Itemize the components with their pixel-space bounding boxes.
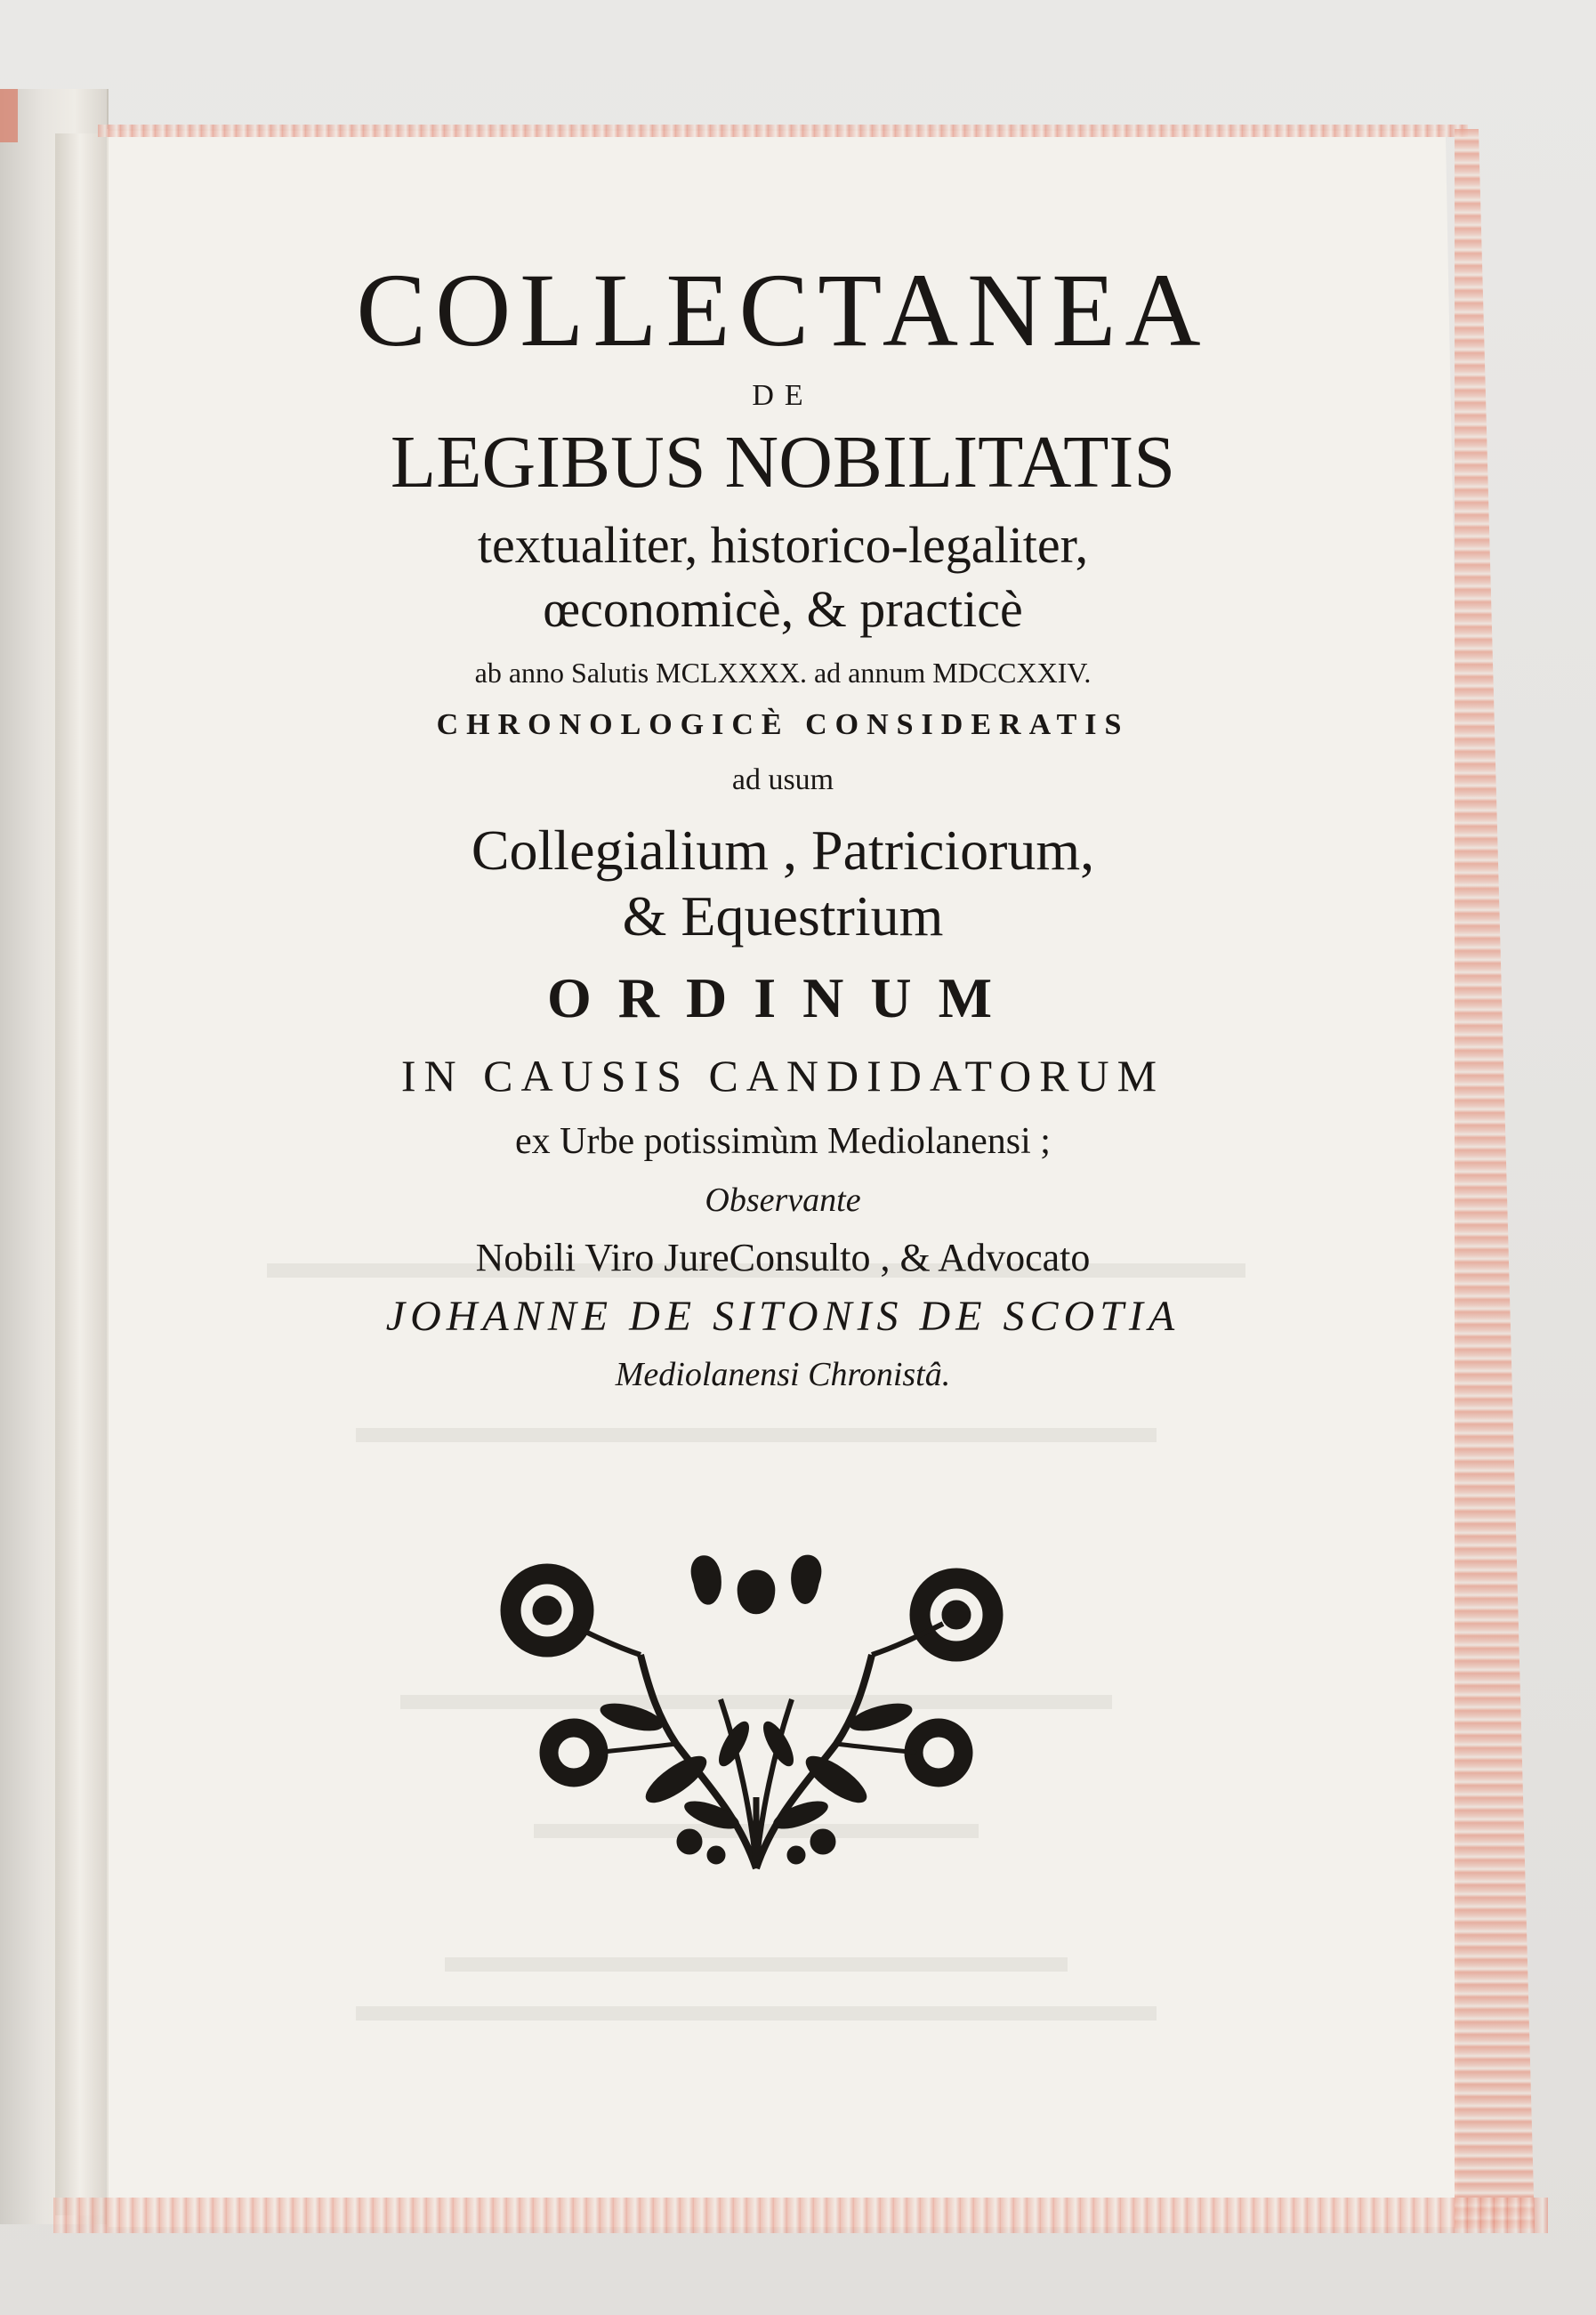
ordinum-line: ORDINUM — [547, 966, 1019, 1029]
author-name: JOHANNE DE SITONIS DE SCOTIA — [385, 1293, 1181, 1340]
author-title: Mediolanensi Chronistâ. — [615, 1356, 951, 1393]
red-sprinkled-bottom-edge — [53, 2198, 1548, 2233]
causis-line: IN CAUSIS CANDIDATORUM — [400, 1051, 1165, 1101]
date-range-line: ab anno Salutis MCLXXXX. ad annum MDCCXXIV. — [474, 657, 1092, 689]
show-through-line — [356, 1428, 1157, 1442]
floral-woodcut-ornament — [498, 1548, 1014, 1877]
red-sprinkled-top-edge — [98, 125, 1468, 137]
book-spine-edge — [55, 133, 105, 2215]
urbe-line: ex Urbe potissimùm Mediolanensi ; — [515, 1121, 1051, 1162]
show-through-line — [356, 2006, 1157, 2021]
subtitle-oeconomice: œconomicè, & practicè — [543, 580, 1023, 638]
subtitle-legibus: LEGIBUS NOBILITATIS — [390, 421, 1176, 504]
title-text-block — [107, 231, 1459, 1391]
red-sprinkled-fore-edge — [1455, 129, 1535, 2229]
observante-line: Observante — [705, 1182, 861, 1219]
subtitle-textualiter: textualiter, historico-legaliter, — [477, 516, 1089, 574]
ad-usum-line: ad usum — [731, 763, 834, 796]
show-through-line — [445, 1957, 1068, 1972]
red-edge-corner — [0, 89, 18, 142]
nobili-viro-line: Nobili Viro JureConsulto , & Advocato — [475, 1236, 1091, 1279]
equestrium-line: & Equestrium — [622, 884, 944, 948]
chronologice-line: CHRONOLOGICÈ CONSIDERATIS — [436, 708, 1130, 741]
book-title: COLLECTANEA — [356, 252, 1210, 368]
title-connector-de: DE — [752, 379, 814, 412]
collegialium-line: Collegialium , Patriciorum, — [471, 819, 1095, 882]
